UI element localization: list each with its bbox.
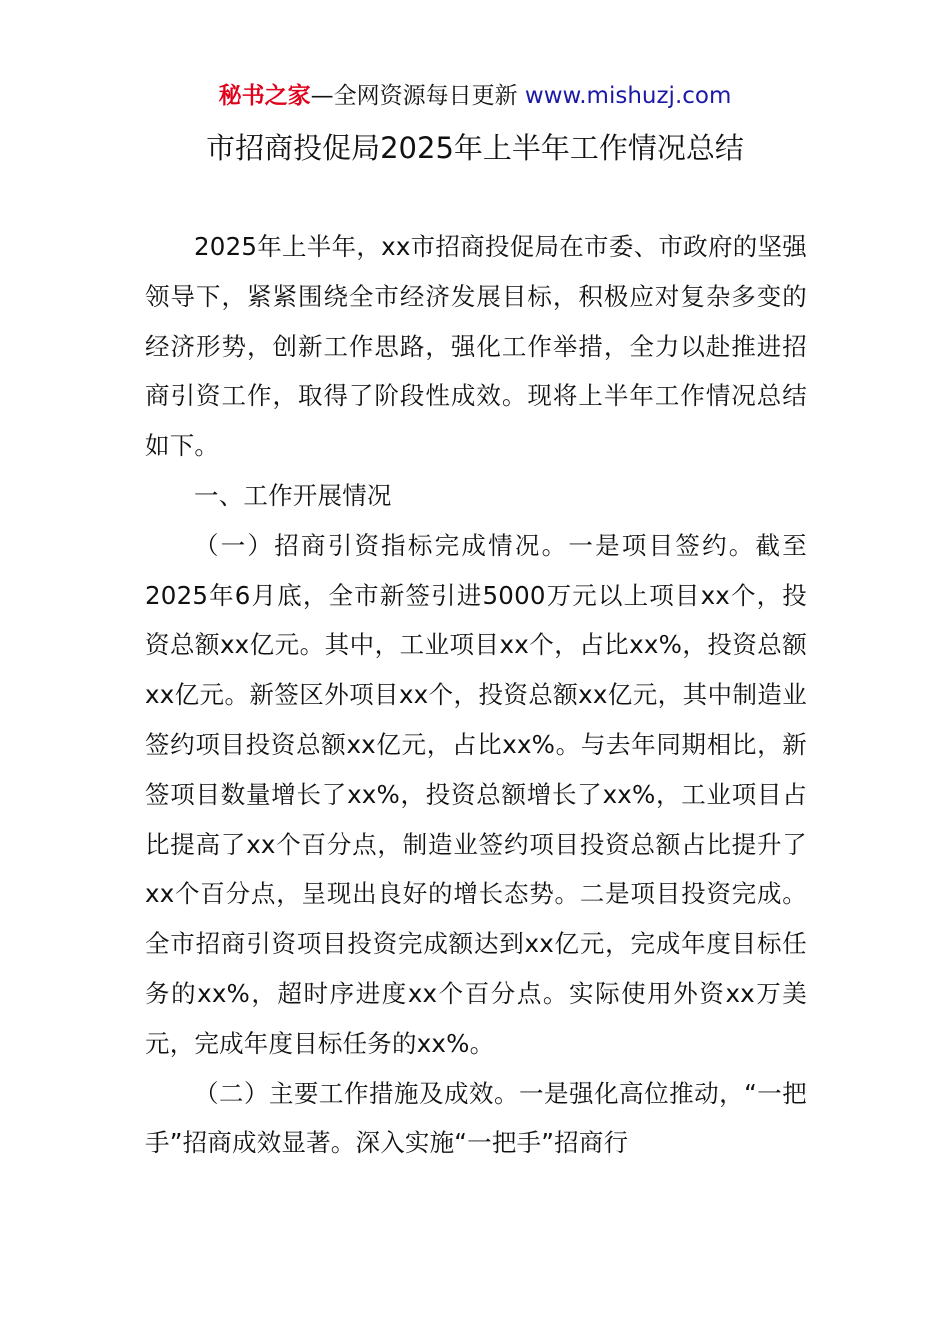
section-paragraph: （二）主要工作措施及成效。一是强化高位推动，“一把手”招商成效显著。深入实施“一把手”招商行: [145, 1078, 807, 1158]
intro-paragraph: 2025年上半年，xx市招商投促局在市委、市政府的坚强领导下，紧紧围绕全市经济发展目标，积极应对复杂多变的经济形势，创新工作思路，强化工作举措，全力以赴推进招商引资工作，取得了阶段性成效。现将上半年工作情况总结如下。: [145, 232, 807, 461]
header-tagline: —全网资源每日更新: [310, 83, 525, 109]
brand-name: 秘书之家: [218, 83, 311, 109]
document-body: [145, 222, 807, 1168]
site-header: [0, 80, 950, 112]
section-paragraph: （一）招商引资指标完成情况。一是项目签约。截至2025年6月底，全市新签引进5000万元以上项目xx个，投资总额xx亿元。其中，工业项目xx个，占比xx%，投资总额xx亿元。新签区外项目xx个，投资总额xx亿元，其中制造业签约项目投资总额xx亿元，占比xx%。与去年同期相比，新签项目数量增长了xx%，投资总额增长了xx%，工业项目占比提高了xx个百分点，制造业签约项目投资总额占比提升了xx个百分点，呈现出良好的增长态势。二是项目投资完成。全市招商引资项目投资完成额达到xx亿元，完成年度目标任务的xx%，超时序进度xx个百分点。实际使用外资xx万美元，完成年度目标任务的xx%。: [145, 530, 807, 1058]
section-heading: 一、工作开展情况: [194, 480, 392, 510]
site-url-link[interactable]: www.mishuzj.com: [524, 83, 732, 109]
document-title: 市招商投促局2025年上半年工作情况总结: [206, 131, 744, 165]
